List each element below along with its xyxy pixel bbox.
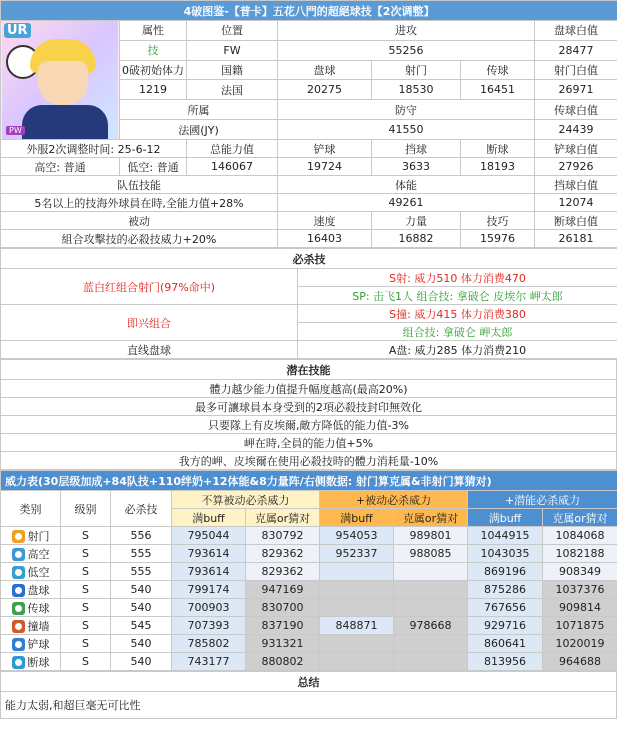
table-cell: 556 xyxy=(111,527,172,545)
table-cell: 540 xyxy=(111,635,172,653)
table-cell: 795044 xyxy=(172,527,246,545)
summary-title: 总结 xyxy=(1,672,617,692)
cut-white-value: 26181 xyxy=(535,230,617,248)
sub-counter: 克属or猜对 xyxy=(394,509,468,527)
table-cell: 1084068 xyxy=(543,527,617,545)
table-cell: 964688 xyxy=(543,653,617,671)
table-cell: 947169 xyxy=(246,581,320,599)
potential-item: 只要隊上有皮埃爾,敵方降低的能力值-3% xyxy=(1,416,617,434)
table-cell: S xyxy=(61,617,111,635)
table-cell: 743177 xyxy=(172,653,246,671)
table-cell: 700903 xyxy=(172,599,246,617)
table-row xyxy=(1,581,617,599)
tackle-label: 铲球 xyxy=(278,140,372,158)
table-cell: 860641 xyxy=(468,635,543,653)
table-cell: 880802 xyxy=(246,653,320,671)
drib-white-label: 盘球白值 xyxy=(535,21,617,41)
drib-white-value: 28477 xyxy=(535,40,617,60)
block-white-value: 12074 xyxy=(535,194,617,212)
shoot-label: 射门 xyxy=(372,60,461,80)
sub-counter: 克属or猜对 xyxy=(246,509,320,527)
drib-label: 盘球 xyxy=(278,60,372,80)
pass-white-value: 24439 xyxy=(535,120,617,140)
nation-value: 法国 xyxy=(187,80,278,100)
jixing-skill-combo: 组合技: 拿破仑 岬太郎 xyxy=(298,323,617,341)
cut-white-label: 断球白值 xyxy=(535,212,617,230)
table-row xyxy=(1,617,617,635)
table-cell: 837190 xyxy=(246,617,320,635)
table-cell: 978668 xyxy=(394,617,468,635)
tackle-white-value: 27926 xyxy=(535,158,617,176)
table-cell: 875286 xyxy=(468,581,543,599)
speed-value: 16403 xyxy=(278,230,372,248)
pass-value: 16451 xyxy=(461,80,535,100)
attr-label: 属性 xyxy=(120,21,187,41)
col-skill: 必杀技 xyxy=(111,491,172,527)
table-cell: 540 xyxy=(111,653,172,671)
table-cell: 799174 xyxy=(172,581,246,599)
table-cell: 707393 xyxy=(172,617,246,635)
table-row xyxy=(1,653,617,671)
attr-value: 技 xyxy=(120,40,187,60)
low-ball-icon xyxy=(12,566,25,579)
table-cell: 1043035 xyxy=(468,545,543,563)
table-cell: 908349 xyxy=(543,563,617,581)
group-passive: +被动必杀威力 xyxy=(320,491,468,509)
summary-table xyxy=(0,671,617,719)
low-ball: 低空: 普通 xyxy=(120,158,187,176)
combo-skill-s: S射: 威力510 体力消费470 xyxy=(298,269,617,287)
special-skills-table xyxy=(0,248,617,359)
table-cell: S xyxy=(61,635,111,653)
combo-skill-name: 蓝白红组合射门(97%命中) xyxy=(1,269,298,305)
pass-icon xyxy=(12,602,25,615)
power-value: 16882 xyxy=(372,230,461,248)
special-section-title: 必杀技 xyxy=(1,249,617,269)
cut-value: 18193 xyxy=(461,158,535,176)
sub-full: 满buff xyxy=(468,509,543,527)
table-cell: 撞墙 xyxy=(1,617,61,635)
stamina-label: 0破初始体力 xyxy=(120,60,187,80)
table-cell: 断球 xyxy=(1,653,61,671)
tackle-value: 19724 xyxy=(278,158,372,176)
total-label: 总能力值 xyxy=(187,140,278,158)
table-cell: 785802 xyxy=(172,635,246,653)
potential-table xyxy=(0,359,617,470)
table-cell xyxy=(394,563,468,581)
table-cell xyxy=(320,635,394,653)
defense-value: 41550 xyxy=(278,120,535,140)
potential-item: 我方的岬、皮埃爾在使用必殺技時的體力消耗量-10% xyxy=(1,452,617,470)
potential-item: 最多可讓球員本身受到的2項必殺技封印無效化 xyxy=(1,398,617,416)
pos-value: FW xyxy=(187,40,278,60)
team-value: 法國(JY) xyxy=(120,120,278,140)
table-cell: 1044915 xyxy=(468,527,543,545)
shoot-white-value: 26971 xyxy=(535,80,617,100)
table-cell: 954053 xyxy=(320,527,394,545)
table-cell xyxy=(394,635,468,653)
table-cell: 铲球 xyxy=(1,635,61,653)
player-info-table xyxy=(0,0,617,248)
defense-label: 防守 xyxy=(278,100,535,120)
high-ball-icon xyxy=(12,548,25,561)
table-cell: 830700 xyxy=(246,599,320,617)
tackle-icon xyxy=(12,638,25,651)
table-cell: 高空 xyxy=(1,545,61,563)
table-cell xyxy=(320,581,394,599)
physical-value: 49261 xyxy=(278,194,535,212)
shoot-icon xyxy=(12,530,25,543)
page-title: 4破图鉴-【普卡】五花八門的超絕球技【2次调整】 xyxy=(1,1,617,21)
table-row xyxy=(1,563,617,581)
table-cell: 793614 xyxy=(172,545,246,563)
physical-label: 体能 xyxy=(278,176,535,194)
table-cell: 909814 xyxy=(543,599,617,617)
sub-counter: 克属or猜对 xyxy=(543,509,617,527)
table-cell: 555 xyxy=(111,545,172,563)
tackle-white-label: 铲球白值 xyxy=(535,140,617,158)
drib-value: 20275 xyxy=(278,80,372,100)
table-cell: 1071875 xyxy=(543,617,617,635)
sub-full: 满buff xyxy=(172,509,246,527)
table-cell xyxy=(394,653,468,671)
passive-value: 組合攻擊技的必殺技威力+20% xyxy=(1,230,278,248)
power-table xyxy=(0,470,617,671)
jixing-skill-name: 即兴组合 xyxy=(1,305,298,341)
table-cell: S xyxy=(61,545,111,563)
shoot-white-label: 射门白值 xyxy=(535,60,617,80)
rarity-badge: UR xyxy=(4,23,31,38)
shoot-value: 18530 xyxy=(372,80,461,100)
dribble-icon xyxy=(12,584,25,597)
stamina-value: 1219 xyxy=(120,80,187,100)
table-row xyxy=(1,527,617,545)
block-value: 3633 xyxy=(372,158,461,176)
combo-skill-sp: SP: 击飞1人 组合技: 拿破仑 皮埃尔 岬太郎 xyxy=(298,287,617,305)
summary-text: 能力太弱,和超巨毫无可比性 xyxy=(1,692,617,719)
pass-white-label: 传球白值 xyxy=(535,100,617,120)
potential-item: 岬在時,全員的能力值+5% xyxy=(1,434,617,452)
col-type: 类别 xyxy=(1,491,61,527)
drib-skill-name: 直线盘球 xyxy=(1,341,298,359)
table-cell: 555 xyxy=(111,563,172,581)
table-cell: 813956 xyxy=(468,653,543,671)
power-label: 力量 xyxy=(372,212,461,230)
table-cell: 射门 xyxy=(1,527,61,545)
table-cell: 540 xyxy=(111,599,172,617)
table-row xyxy=(1,599,617,617)
attack-label: 进攻 xyxy=(278,21,535,41)
skill-label: 技巧 xyxy=(461,212,535,230)
table-cell xyxy=(320,653,394,671)
table-cell: S xyxy=(61,581,111,599)
table-cell: 988085 xyxy=(394,545,468,563)
power-title: 威力表(30层级加成+84队技+110绊奶+12体能&8力量阵/右侧数据: 射门算克属&非射门算猜对) xyxy=(1,471,617,491)
table-cell: 952337 xyxy=(320,545,394,563)
table-row xyxy=(1,635,617,653)
table-cell xyxy=(394,599,468,617)
table-cell xyxy=(394,581,468,599)
skill-value: 15976 xyxy=(461,230,535,248)
block-label: 挡球 xyxy=(372,140,461,158)
table-cell: 盘球 xyxy=(1,581,61,599)
group-no-passive: 不算被动必杀威力 xyxy=(172,491,320,509)
table-cell: 929716 xyxy=(468,617,543,635)
table-cell xyxy=(320,563,394,581)
table-cell: S xyxy=(61,599,111,617)
table-cell: 传球 xyxy=(1,599,61,617)
table-cell: 1037376 xyxy=(543,581,617,599)
col-level: 级别 xyxy=(61,491,111,527)
table-cell: 767656 xyxy=(468,599,543,617)
table-cell: 989801 xyxy=(394,527,468,545)
intercept-icon xyxy=(12,656,25,669)
team-skill-value: 5名以上的技海外球員在時,全能力值+28% xyxy=(1,194,278,212)
table-cell: 869196 xyxy=(468,563,543,581)
table-cell: 829362 xyxy=(246,545,320,563)
sub-full: 满buff xyxy=(320,509,394,527)
table-cell: 1082188 xyxy=(543,545,617,563)
table-cell: S xyxy=(61,563,111,581)
jixing-skill-s: S撞: 威力415 体力消费380 xyxy=(298,305,617,323)
table-cell: 848871 xyxy=(320,617,394,635)
high-ball: 高空: 普通 xyxy=(1,158,120,176)
cut-label: 断球 xyxy=(461,140,535,158)
adjust-time: 外服2次调整时间: 25-6-12 xyxy=(1,140,187,158)
group-potential: +潜能必杀威力 xyxy=(468,491,617,509)
table-cell: 829362 xyxy=(246,563,320,581)
table-cell xyxy=(320,599,394,617)
table-cell: 545 xyxy=(111,617,172,635)
table-cell: 931321 xyxy=(246,635,320,653)
total-value: 146067 xyxy=(187,158,278,176)
table-cell: 540 xyxy=(111,581,172,599)
potential-item: 體力越少能力值提升幅度越高(最高20%) xyxy=(1,380,617,398)
passive-label: 被动 xyxy=(1,212,278,230)
table-cell: 793614 xyxy=(172,563,246,581)
speed-label: 速度 xyxy=(278,212,372,230)
drib-skill-a: A盘: 威力285 体力消费210 xyxy=(298,341,617,359)
potential-section-title: 潜在技能 xyxy=(1,360,617,380)
table-cell: S xyxy=(61,527,111,545)
wall-pass-icon xyxy=(12,620,25,633)
table-cell: 低空 xyxy=(1,563,61,581)
block-white-label: 挡球白值 xyxy=(535,176,617,194)
table-row xyxy=(1,545,617,563)
pass-label: 传球 xyxy=(461,60,535,80)
team-skill-label: 队伍技能 xyxy=(1,176,278,194)
nation-label: 国籍 xyxy=(187,60,278,80)
attack-value: 55256 xyxy=(278,40,535,60)
type-tag: PW xyxy=(6,126,25,135)
table-cell: S xyxy=(61,653,111,671)
team-label: 所属 xyxy=(120,100,278,120)
table-cell: 830792 xyxy=(246,527,320,545)
table-cell: 1020019 xyxy=(543,635,617,653)
pos-label: 位置 xyxy=(187,21,278,41)
player-portrait xyxy=(1,21,120,140)
